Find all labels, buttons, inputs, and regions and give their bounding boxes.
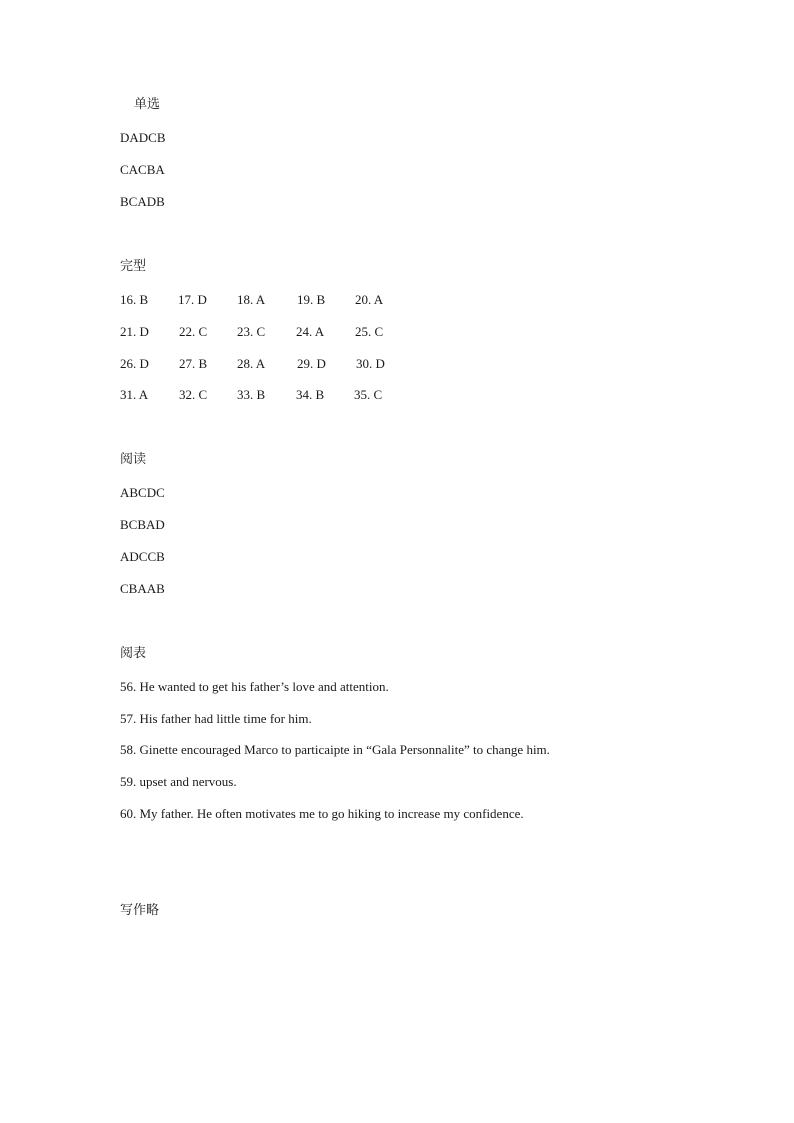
answer-58: 58. Ginette encouraged Marco to particaipte in “Gala Personnalite” to change him. [120, 742, 550, 757]
cloze-answer: 21. D [120, 324, 149, 339]
answer-59: 59. upset and nervous. [120, 774, 237, 789]
cloze-answer: 33. B [237, 387, 266, 402]
cloze-answer: 20. A [355, 292, 384, 307]
writing-heading: 写作略 [120, 903, 160, 918]
reading-expression-heading: 阅表 [120, 646, 147, 661]
answer-60: 60. My father. He often motivates me to go hiking to increase my confidence. [120, 806, 524, 821]
answer-57: 57. His father had little time for him. [120, 711, 312, 726]
cloze-answer: 25. C [355, 324, 384, 339]
single-choice-line-3: BCADB [120, 194, 165, 209]
reading-line-4: CBAAB [120, 581, 165, 596]
cloze-answer: 16. B [120, 292, 149, 307]
cloze-answer: 32. C [179, 387, 208, 402]
cloze-answer: 18. A [237, 292, 266, 307]
cloze-answer: 28. A [237, 356, 266, 371]
cloze-answer: 26. D [120, 356, 149, 371]
single-choice-line-2: CACBA [120, 162, 165, 177]
cloze-answer: 35. C [354, 387, 383, 402]
reading-line-2: BCBAD [120, 517, 165, 532]
cloze-answer: 17. D [178, 292, 207, 307]
reading-line-1: ABCDC [120, 485, 165, 500]
single-choice-line-1: DADCB [120, 130, 166, 145]
cloze-answer: 19. B [297, 292, 326, 307]
cloze-answer: 30. D [356, 356, 385, 371]
cloze-answer: 24. A [296, 324, 325, 339]
cloze-answer: 29. D [297, 356, 326, 371]
cloze-answer: 22. C [179, 324, 208, 339]
cloze-answer: 31. A [120, 387, 149, 402]
single-choice-heading: 单选 [134, 97, 161, 112]
cloze-answer: 27. B [179, 356, 208, 371]
cloze-answer: 23. C [237, 324, 266, 339]
cloze-answer: 34. B [296, 387, 325, 402]
cloze-heading: 完型 [120, 259, 147, 274]
answer-56: 56. He wanted to get his father’s love and attention. [120, 679, 389, 694]
reading-line-3: ADCCB [120, 549, 165, 564]
reading-heading: 阅读 [120, 452, 147, 467]
